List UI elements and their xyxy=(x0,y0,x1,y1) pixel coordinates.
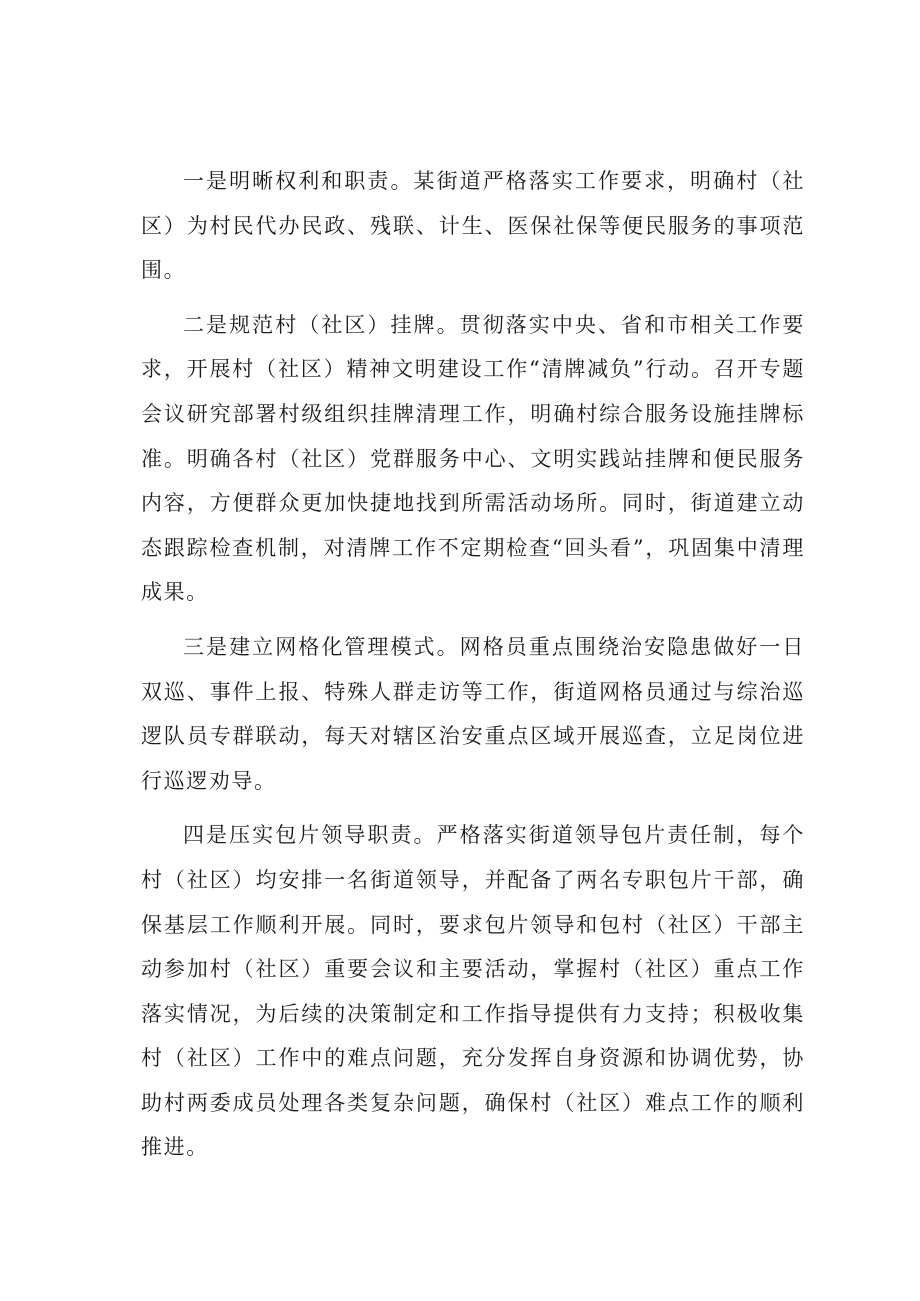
paragraph-1: 一是明晰权利和职责。某街道严格落实工作要求，明确村（社区）为村民代办民政、残联、计生、医保社保等便民服务的事项范围。 xyxy=(141,169,805,283)
paragraph-3: 三是建立网格化管理模式。网格员重点围绕治安隐患做好一日双巡、事件上报、特殊人群走访等工作，街道网格员通过与综治巡逻队员专群联动，每天对辖区治安重点区域开展巡查，立足岗位进行巡逻劝导。 xyxy=(141,634,805,793)
paragraph-2: 二是规范村（社区）挂牌。贯彻落实中央、省和市相关工作要求，开展村（社区）精神文明建设工作“清牌减负”行动。召开专题会议研究部署村级组织挂牌清理工作，明确村综合服务设施挂牌标准。明确各村（社区）党群服务中心、文明实践站挂牌和便民服务内容，方便群众更加快捷地找到所需活动场所。同时，街道建立动态跟踪检查机制，对清牌工作不定期检查“回头看”，巩固集中清理成果。 xyxy=(141,312,805,605)
paragraph-4: 四是压实包片领导职责。严格落实街道领导包片责任制，每个村（社区）均安排一名街道领导，并配备了两名专职包片干部，确保基层工作顺利开展。同时，要求包片领导和包村（社区）干部主动参加村（社区）重要会议和主要活动，掌握村（社区）重点工作落实情况，为后续的决策制定和工作指导提供有力支持；积极收集村（社区）工作中的难点问题，充分发挥自身资源和协调优势，协助村两委成员处理各类复杂问题，确保村（社区）难点工作的顺利推进。 xyxy=(141,823,805,1160)
document-body xyxy=(141,159,805,1180)
